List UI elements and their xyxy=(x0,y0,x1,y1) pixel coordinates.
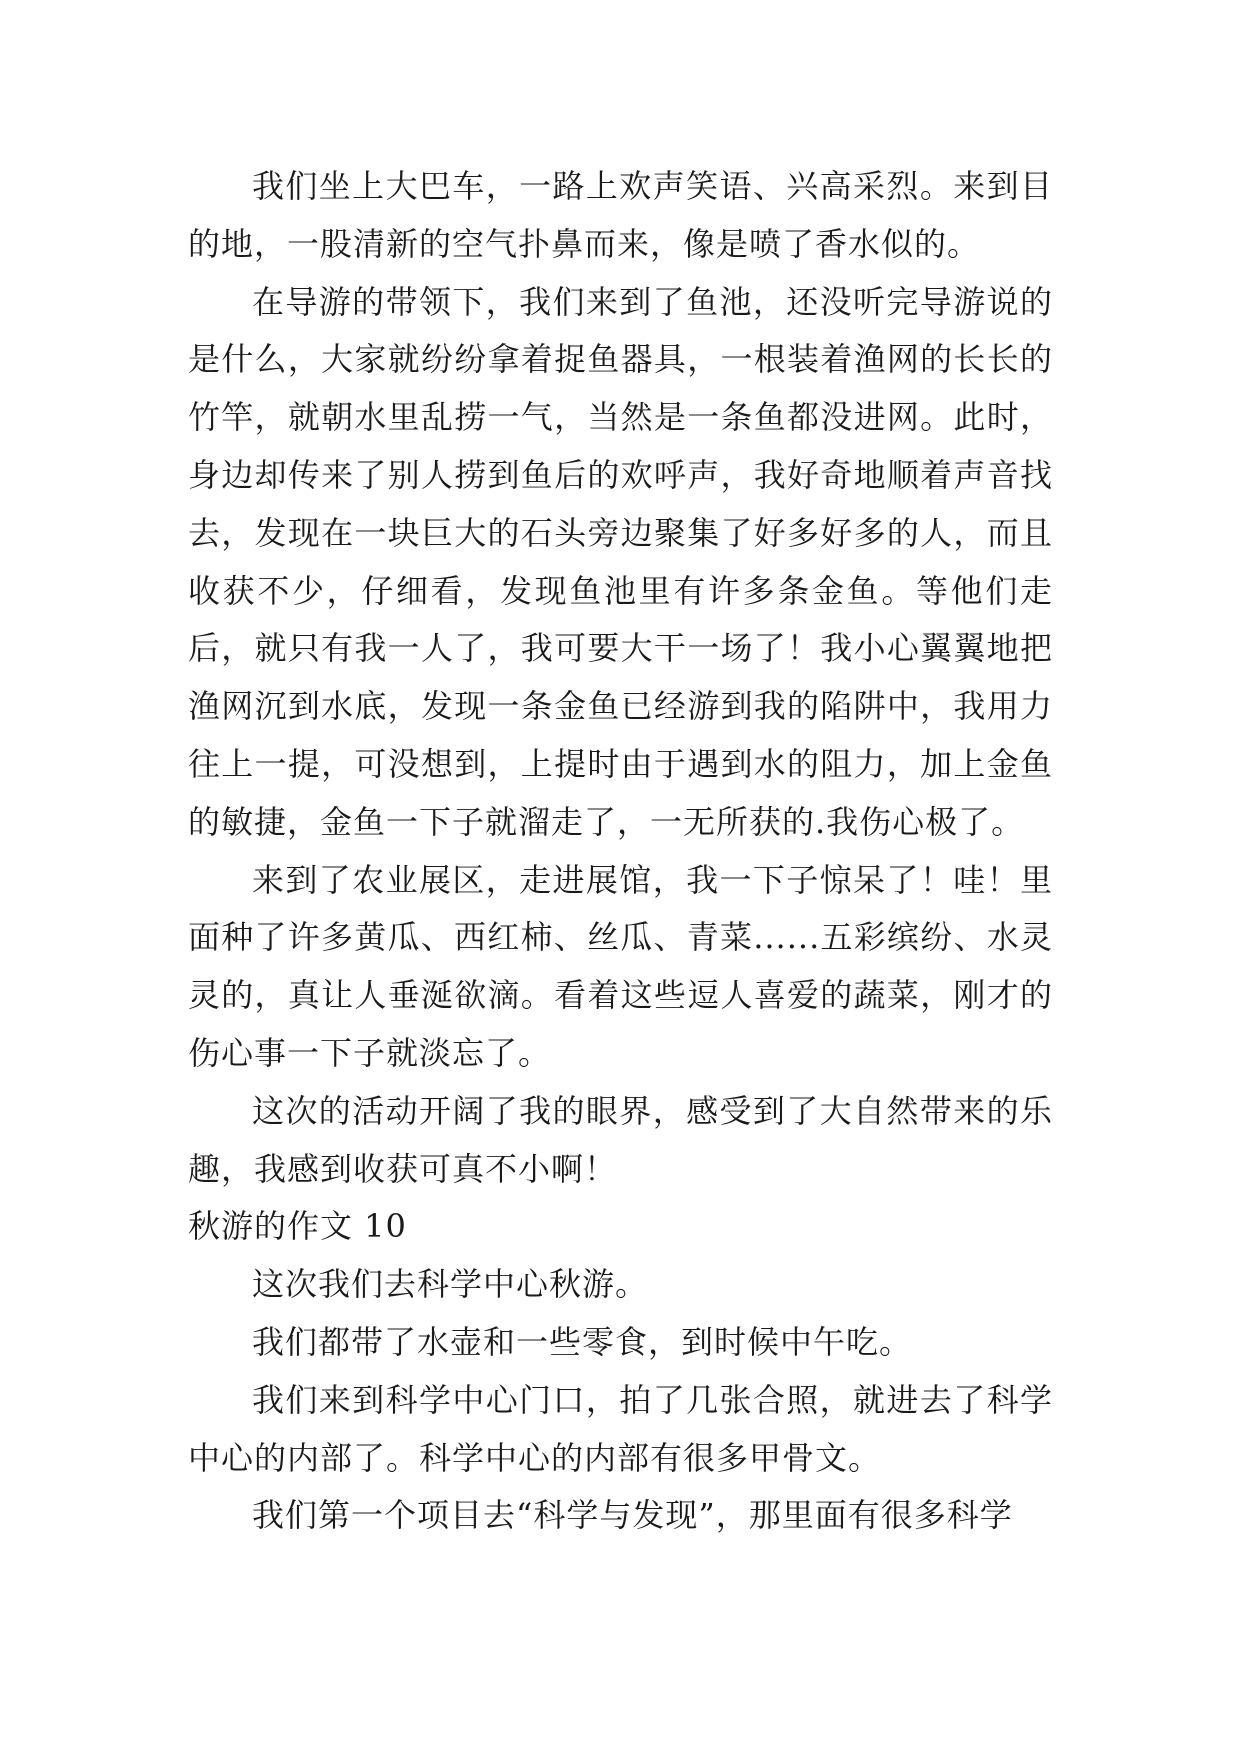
paragraph-science-center-intro: 这次我们去科学中心秋游。 xyxy=(252,1265,649,1304)
document-page xyxy=(188,158,1053,1545)
paragraph-first-exhibit: 我们第一个项目去“科学与发现”，那里面有很多科学 xyxy=(252,1496,1013,1535)
paragraph-fish-pond: 在导游的带领下，我们来到了鱼池，还没听完导游说的是什么，大家就纷纷拿着捉鱼器具，一根装着渔网的长长的竹竿，就朝水里乱捞一气，当然是一条鱼都没进网。此时，身边却传来了别人捞到鱼后的欢呼声，我好奇地顺着声音找去，发现在一块巨大的石头旁边聚集了好多好多的人，而且收获不少，仔细看，发现鱼池里有许多条金鱼。等他们走后，就只有我一人了，我可要大干一场了！我小心翼翼地把渔网沉到水底，发现一条金鱼已经游到我的陷阱中，我用力往上一提，可没想到，上提时由于遇到水的阻力，加上金鱼的敏捷，金鱼一下子就溜走了，一无所获的.我伤心极了。 xyxy=(188,282,1053,841)
paragraph-conclusion: 这次的活动开阔了我的眼界，感受到了大自然带来的乐趣，我感到收获可真不小啊！ xyxy=(188,1091,1053,1188)
paragraph-agriculture-hall: 来到了农业展区，走进展馆，我一下子惊呆了！哇！里面种了许多黄瓜、西红柿、丝瓜、青菜......五彩缤纷、水灵灵的，真让人垂涎欲滴。看着这些逗人喜爱的蔬菜，刚才的伤心事一下子就淡忘了。 xyxy=(188,860,1053,1072)
paragraph-snacks: 我们都带了水壶和一些零食，到时候中午吃。 xyxy=(252,1322,913,1361)
paragraph-bus-trip: 我们坐上大巴车，一路上欢声笑语、兴高采烈。来到目的地，一股清新的空气扑鼻而来，像是喷了香水似的。 xyxy=(188,167,1053,263)
section-title: 秋游的作文 10 xyxy=(188,1207,407,1246)
paragraph-science-center-entrance: 我们来到科学中心门口，拍了几张合照，就进去了科学中心的内部了。科学中心的内部有很多甲骨文。 xyxy=(188,1380,1053,1477)
